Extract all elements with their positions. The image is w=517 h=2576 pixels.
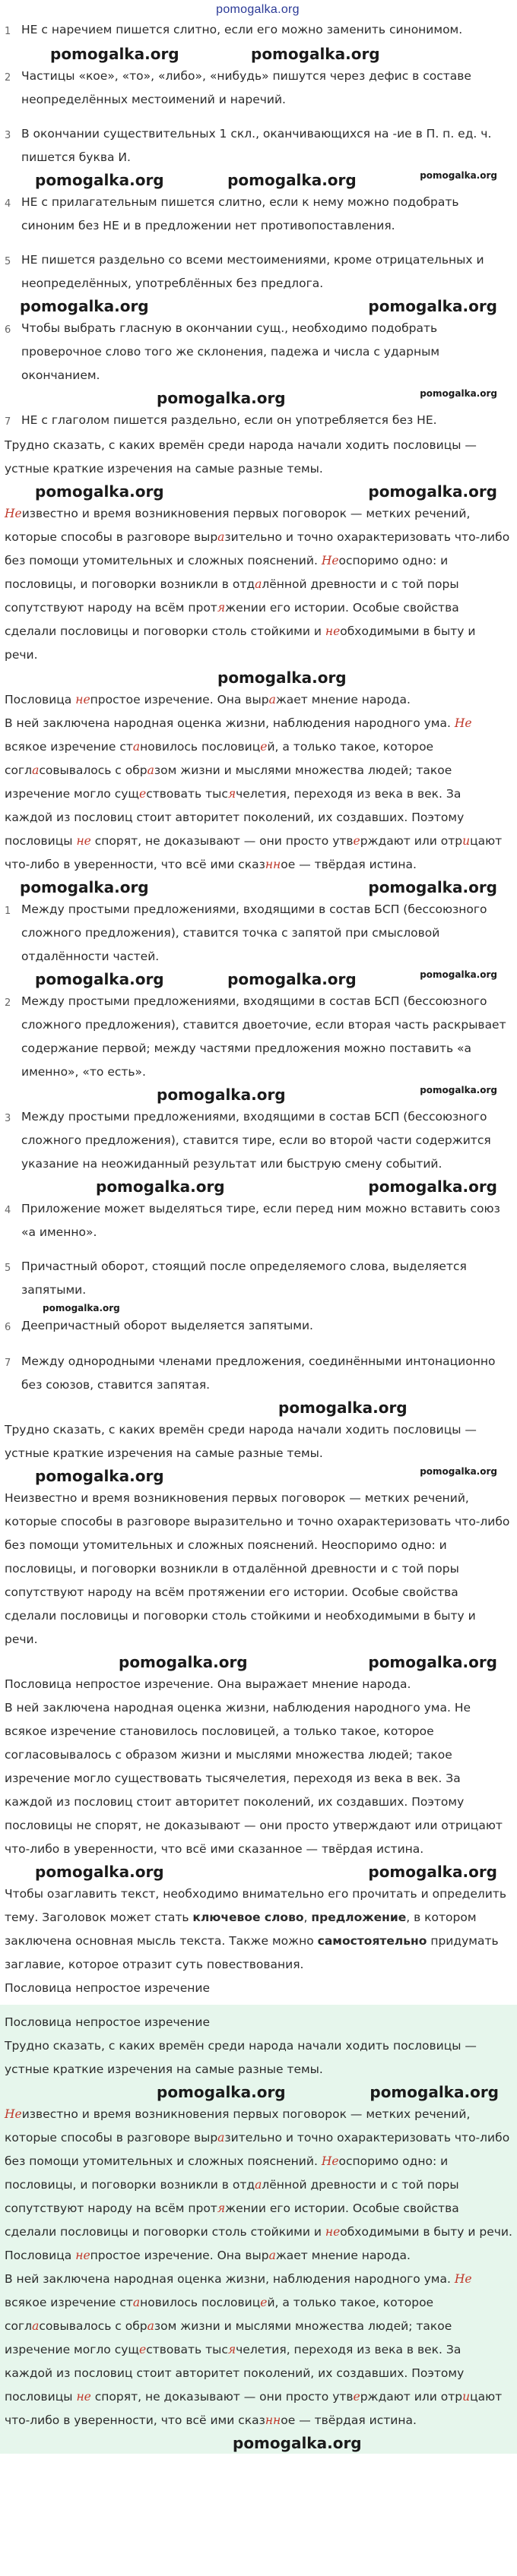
correction: нн bbox=[265, 2413, 281, 2427]
rule-text: Между простыми предложениями, входящими в состав БСП (бессоюзного сложного предложения), ставится двоеточие, если вторая часть раскрывает содержание первой; между частями предложения можно поставить «а именно», «то есть». bbox=[21, 994, 506, 1079]
rule-item bbox=[5, 898, 511, 969]
text-run: рждают или отр bbox=[360, 834, 463, 848]
rule-number: 1 bbox=[5, 26, 11, 37]
text-run: новилось пословиц bbox=[140, 2296, 261, 2309]
text1-paragraph-3 bbox=[5, 688, 511, 712]
rule-number: 4 bbox=[5, 1205, 11, 1216]
watermark: pomogalka.org bbox=[368, 482, 497, 501]
correction: е bbox=[14, 507, 22, 520]
text-run: цают что-либо в уверенности, что всё ими сказ bbox=[5, 2390, 503, 2427]
rule-text: Частицы «кое», «то», «либо», «нибудь» пишутся через дефис в составе неопределённых местоимений и наречий. bbox=[21, 69, 471, 106]
text-run: , в котором заключена основная мысль текста. Также можно bbox=[5, 1911, 477, 1948]
final-paragraph-2 bbox=[5, 2103, 512, 2244]
text-run: лённой древности и с той поры сопутствуют народу на всём прот bbox=[5, 2178, 459, 2215]
watermark-row bbox=[5, 1302, 511, 1314]
correction: я bbox=[217, 2201, 226, 2215]
correction: а bbox=[147, 2319, 154, 2333]
watermark: pomogalka.org bbox=[35, 171, 164, 189]
bold-term: самостоятельно bbox=[317, 1934, 427, 1948]
watermark-row bbox=[5, 1176, 511, 1197]
rule-item bbox=[5, 122, 511, 169]
text-run: Чтобы озаглавить текст, необходимо внимательно его прочитать и определить тему. Заголовок может стать bbox=[5, 1887, 506, 1924]
correction: е bbox=[139, 787, 147, 801]
watermark: pomogalka.org bbox=[50, 45, 179, 63]
text-run: всякое изречение ст bbox=[5, 740, 133, 754]
correction: а bbox=[132, 2296, 141, 2309]
text-run: В ней заключена народная оценка жизни, наблюдения народного ума. bbox=[5, 2272, 455, 2286]
text-run: спорят, не доказывают — они просто утв bbox=[90, 2390, 354, 2404]
correction: а bbox=[268, 2249, 276, 2262]
correction: Не bbox=[454, 716, 472, 730]
top-logo-text: pomogalka.org bbox=[216, 3, 300, 16]
correction: а bbox=[147, 763, 154, 777]
correction: не bbox=[325, 624, 341, 638]
top-logo bbox=[5, 0, 511, 18]
text-run: зом жизни и мыслями множества людей; такое изречение могло сущ bbox=[5, 2319, 452, 2356]
text2-paragraph-3: Пословица непростое изречение. Она выражает мнение народа. bbox=[5, 1677, 411, 1691]
watermark: pomogalka.org bbox=[119, 1653, 248, 1671]
text-run: рактеризовать что-либо без помощи утомительных и сложных пояснений. bbox=[5, 530, 510, 567]
text1-paragraph-1: Трудно сказать, с каких времён среди народа начали ходить пословицы — устные краткие изречения на самые разные темы. bbox=[5, 438, 477, 476]
watermark: pomogalka.org bbox=[368, 297, 497, 315]
watermark-row bbox=[5, 1861, 511, 1882]
watermark: pomogalka.org bbox=[35, 1863, 164, 1881]
rule-text: Приложение может выделяться тире, если перед ним можно вставить союз «а именно». bbox=[21, 1202, 500, 1239]
text-run: ствовать тыс bbox=[146, 787, 228, 801]
text-run: жении его истории. Особые свойства сделали пословицы и поговорки столь стойкими и bbox=[5, 2201, 459, 2239]
text-run: зительно и точно оха bbox=[224, 2131, 359, 2145]
correction: не bbox=[325, 2225, 341, 2239]
text-run: известно и время возникновения первых поговорок — метких речений, которые способы в разговоре выр bbox=[5, 507, 471, 544]
rule-text: В окончании существительных 1 скл., оканчивающихся на -ие в П. п. ед. ч. пишется буква И. bbox=[21, 127, 492, 164]
watermark: pomogalka.org bbox=[96, 1177, 225, 1196]
rule-item bbox=[5, 409, 511, 434]
correction: Н bbox=[5, 2107, 15, 2121]
rule-number: 3 bbox=[5, 130, 11, 141]
rules-list-2 bbox=[5, 898, 511, 969]
rules-list-1 bbox=[5, 18, 511, 43]
rule-number: 5 bbox=[5, 1263, 11, 1274]
watermark: pomogalka.org bbox=[20, 297, 149, 315]
watermark: pomogalka.org bbox=[157, 1086, 286, 1104]
rule-number: 5 bbox=[5, 256, 11, 267]
text-run: спорят, не доказывают — они просто утв bbox=[90, 834, 354, 848]
watermark: pomogalka.org bbox=[227, 970, 357, 988]
watermark: pomogalka.org bbox=[420, 170, 497, 181]
text-run: простое изречение. Она выр bbox=[90, 2249, 269, 2262]
correction: е bbox=[260, 740, 268, 754]
bold-term: ключевое слово bbox=[192, 1911, 304, 1924]
correction: нн bbox=[265, 858, 281, 871]
text-run: ое — твёрдая истина. bbox=[281, 858, 417, 871]
correction: я bbox=[217, 601, 226, 615]
watermark: pomogalka.org bbox=[35, 1467, 164, 1485]
correction: и bbox=[462, 834, 471, 848]
correction: а bbox=[217, 2131, 225, 2145]
rule-text: НЕ пишется раздельно со всеми местоимениями, кроме отрицательных и неопределённых, употреблённых без предлога. bbox=[21, 253, 484, 290]
text-run: простое изречение. Она выр bbox=[90, 693, 269, 706]
rule-item bbox=[5, 1350, 511, 1397]
watermark-row bbox=[5, 169, 511, 191]
text-run: придумать заглавие, которое отразит суть повествования. bbox=[5, 1934, 499, 1971]
watermark: pomogalka.org bbox=[368, 1653, 497, 1671]
watermark-row bbox=[5, 296, 511, 317]
rule-item bbox=[5, 317, 511, 387]
rule-item bbox=[5, 248, 511, 296]
watermark: pomogalka.org bbox=[233, 2434, 362, 2452]
correction: а bbox=[32, 2319, 40, 2333]
watermark: pomogalka.org bbox=[43, 1303, 120, 1313]
final-text-box bbox=[0, 2005, 517, 2454]
watermark: pomogalka.org bbox=[251, 45, 380, 63]
rules-list-1d bbox=[5, 317, 511, 387]
text2-paragraph-1: Трудно сказать, с каких времён среди народа начали ходить пословицы — устные краткие изречения на самые разные темы. bbox=[5, 1423, 477, 1460]
rule-item bbox=[5, 65, 511, 112]
text-run: ое — твёрдая истина. bbox=[281, 2413, 417, 2427]
watermark: pomogalka.org bbox=[420, 969, 497, 980]
text-run: зительно и точно оха bbox=[224, 530, 359, 544]
text-run: обходимыми в быту и речи. bbox=[340, 2225, 512, 2239]
rules-list-2d bbox=[5, 1197, 511, 1302]
text-run: челетия, переходя из века в век. За каждой из пословиц стоит авторитет поколений, их создавших. Поэтому пословицы bbox=[5, 787, 465, 848]
text-run: , bbox=[303, 1911, 312, 1924]
watermark: pomogalka.org bbox=[368, 878, 497, 896]
watermark-row bbox=[5, 877, 511, 898]
watermark: pomogalka.org bbox=[420, 1466, 497, 1477]
correction: е bbox=[260, 2296, 268, 2309]
text-run: жает мнение народа. bbox=[275, 693, 411, 706]
rule-text: Между однородными членами предложения, соединёнными интонационно без союзов, ставится запятая. bbox=[21, 1354, 496, 1392]
text-run: жает мнение народа. bbox=[275, 2249, 411, 2262]
watermark: pomogalka.org bbox=[368, 1177, 497, 1196]
text2-paragraph-2: Неизвестно и время возникновения первых поговорок — метких речений, которые способы в разговоре выразительно и точно охарактеризовать что-либо без помощи утомительных и сложных пояснений. Неоспоримо одно: и пословицы, и поговорки возникли в отдалённой древности и с той поры сопутствуют народу на всём протяжении его истории. Особые свойства сделали пословицы и поговорки столь стойкими и необходимыми в быту и речи. bbox=[5, 1491, 510, 1646]
text-run: совывалось с обр bbox=[39, 763, 147, 777]
correction: а bbox=[32, 763, 40, 777]
watermark: pomogalka.org bbox=[278, 1399, 408, 1417]
text-run: В ней заключена народная оценка жизни, наблюдения народного ума. bbox=[5, 716, 455, 730]
correction: е bbox=[139, 2343, 147, 2356]
watermark-row bbox=[5, 1465, 511, 1487]
rule-number: 1 bbox=[5, 906, 11, 917]
rule-item bbox=[5, 1255, 511, 1302]
watermark-row bbox=[5, 667, 511, 688]
rule-item bbox=[5, 1197, 511, 1244]
text-run: оспоримо одно: и пословицы, и поговорки возникли в отд bbox=[5, 554, 449, 591]
text-run: рактеризовать что-либо без помощи утомительных и сложных пояснений. bbox=[5, 2131, 510, 2168]
text-run: ствовать тыс bbox=[146, 2343, 228, 2356]
title-answer: Пословица непростое изречение bbox=[5, 1981, 210, 1995]
rules-list-2c bbox=[5, 1105, 511, 1176]
watermark-row bbox=[5, 43, 511, 65]
text-run: Пословица bbox=[5, 2249, 76, 2262]
watermark: pomogalka.org bbox=[35, 482, 164, 501]
text-run: новилось пословиц bbox=[140, 740, 261, 754]
text-run: рждают или отр bbox=[360, 2390, 463, 2404]
text-run: обходимыми в быту и речи. bbox=[5, 624, 476, 662]
rule-text: Между простыми предложениями, входящими в состав БСП (бессоюзного сложного предложения), ставится точка с запятой при смысловой отдалённости частей. bbox=[21, 902, 487, 963]
rule-item bbox=[5, 191, 511, 238]
correction: а bbox=[255, 577, 262, 591]
watermark-row bbox=[5, 1084, 511, 1105]
correction: а bbox=[268, 693, 276, 706]
rule-number: 2 bbox=[5, 72, 11, 84]
watermark: pomogalka.org bbox=[20, 878, 149, 896]
rule-item bbox=[5, 1105, 511, 1176]
text-run: й, а только такое, которое согл bbox=[5, 740, 434, 777]
rule-text: Между простыми предложениями, входящими в состав БСП (бессоюзного сложного предложения), ставится тире, если во второй части содержится указание на неожиданный результат или быструю смену событий. bbox=[21, 1110, 491, 1171]
rules-list-1e bbox=[5, 409, 511, 434]
rule-text: Причастный оборот, стоящий после определяемого слова, выделяется запятыми. bbox=[21, 1260, 467, 1297]
correction: Не bbox=[454, 2272, 472, 2286]
text-run: челетия, переходя из века в век. За каждой из пословиц стоит авторитет поколений, их создавших. Поэтому пословицы bbox=[5, 2343, 465, 2404]
watermark: pomogalka.org bbox=[420, 388, 497, 399]
text-run: лённой древности и с той поры сопутствуют народу на всём прот bbox=[5, 577, 459, 615]
final-paragraph-4 bbox=[5, 2268, 512, 2432]
correction: Не bbox=[321, 2154, 339, 2168]
watermark: pomogalka.org bbox=[157, 389, 286, 407]
correction: е bbox=[353, 834, 360, 848]
correction: не bbox=[76, 2390, 91, 2404]
rules-list-1b bbox=[5, 65, 511, 169]
watermark: pomogalka.org bbox=[35, 970, 164, 988]
watermark-row bbox=[5, 969, 511, 990]
watermark: pomogalka.org bbox=[420, 1085, 497, 1095]
rule-number: 3 bbox=[5, 1113, 11, 1124]
correction: Н bbox=[5, 507, 15, 520]
text-run: цают что-либо в уверенности, что всё ими сказ bbox=[5, 834, 503, 871]
correction: я bbox=[227, 2343, 236, 2356]
watermark-row bbox=[5, 1397, 511, 1418]
watermark: pomogalka.org bbox=[227, 171, 357, 189]
text2-paragraph-4: В ней заключена народная оценка жизни, наблюдения народного ума. Не всякое изречение становилось пословицей, а только такое, которое согласовывалось с образом жизни и мыслями множества людей; такое изречение могло существовать тысячелетия, переходя из века в век. За каждой из пословиц стоит авторитет поколений, их создавших. Поэтому пословицы не спорят, не доказывают — они просто утверждают или отрицают что-либо в уверенности, что всё ими сказанное — твёрдая истина. bbox=[5, 1701, 503, 1856]
final-title: Пословица непростое изречение bbox=[5, 2015, 210, 2029]
correction: не bbox=[75, 693, 90, 706]
correction: не bbox=[76, 834, 91, 848]
rule-number: 6 bbox=[5, 1322, 11, 1333]
correction: Не bbox=[321, 554, 339, 567]
correction: а bbox=[255, 2178, 262, 2192]
rules-list-2b bbox=[5, 990, 511, 1084]
rule-number: 2 bbox=[5, 997, 11, 1009]
rule-text: НЕ с наречием пишется слитно, если его можно заменить синонимом. bbox=[21, 23, 463, 36]
rules-list-2e bbox=[5, 1314, 511, 1397]
text-run: зом жизни и мыслями множества людей; такое изречение могло сущ bbox=[5, 763, 452, 801]
correction: е bbox=[14, 2107, 22, 2121]
watermark: pomogalka.org bbox=[370, 2083, 499, 2101]
text-run: совывалось с обр bbox=[39, 2319, 147, 2333]
watermark-row bbox=[5, 387, 511, 409]
correction: а bbox=[217, 530, 225, 544]
watermark-row bbox=[5, 1651, 511, 1673]
rule-number: 6 bbox=[5, 324, 11, 336]
text-run: й, а только такое, которое согл bbox=[5, 2296, 434, 2333]
text-run: всякое изречение ст bbox=[5, 2296, 133, 2309]
final-paragraph-1: Трудно сказать, с каких времён среди народа начали ходить пословицы — устные краткие изречения на самые разные темы. bbox=[5, 2039, 477, 2076]
watermark: pomogalka.org bbox=[217, 668, 347, 687]
final-paragraph-3 bbox=[5, 2244, 512, 2268]
rule-number: 4 bbox=[5, 198, 11, 210]
bold-term: предложение bbox=[311, 1911, 407, 1924]
text1-paragraph-4 bbox=[5, 712, 511, 877]
text-run: жении его истории. Особые свойства сделали пословицы и поговорки столь стойкими и bbox=[5, 601, 459, 638]
watermark-row bbox=[5, 2432, 512, 2454]
correction: и bbox=[462, 2390, 471, 2404]
rules-list-1c bbox=[5, 191, 511, 296]
rule-text: Деепричастный оборот выделяется запятыми. bbox=[21, 1319, 313, 1332]
watermark: pomogalka.org bbox=[157, 2083, 286, 2101]
correction: а bbox=[132, 740, 141, 754]
rule-text: НЕ с глаголом пишется раздельно, если он употребляется без НЕ. bbox=[21, 413, 437, 427]
text1-paragraph-2 bbox=[5, 502, 511, 667]
rule-number: 7 bbox=[5, 1358, 11, 1369]
rule-text: Чтобы выбрать гласную в окончании сущ., необходимо подобрать проверочное слово того же склонения, падежа и числа с ударным окончанием. bbox=[21, 321, 440, 382]
watermark-row bbox=[5, 481, 511, 502]
title-hint bbox=[5, 1882, 511, 1977]
rule-item bbox=[5, 990, 511, 1084]
text-run: Пословица bbox=[5, 693, 76, 706]
watermark: pomogalka.org bbox=[368, 1863, 497, 1881]
watermark-row bbox=[5, 2081, 512, 2103]
correction: не bbox=[75, 2249, 90, 2262]
rule-number: 7 bbox=[5, 416, 11, 428]
text-run: оспоримо одно: и пословицы, и поговорки возникли в отд bbox=[5, 2154, 449, 2192]
text-run: известно и время возникновения первых поговорок — метких речений, которые способы в разговоре выр bbox=[5, 2107, 471, 2145]
rule-text: НЕ с прилагательным пишется слитно, если к нему можно подобрать синоним без НЕ и в предложении нет противопоставления. bbox=[21, 195, 459, 232]
correction: я bbox=[227, 787, 236, 801]
correction: е bbox=[353, 2390, 360, 2404]
rule-item bbox=[5, 1314, 511, 1339]
rule-item bbox=[5, 18, 511, 43]
